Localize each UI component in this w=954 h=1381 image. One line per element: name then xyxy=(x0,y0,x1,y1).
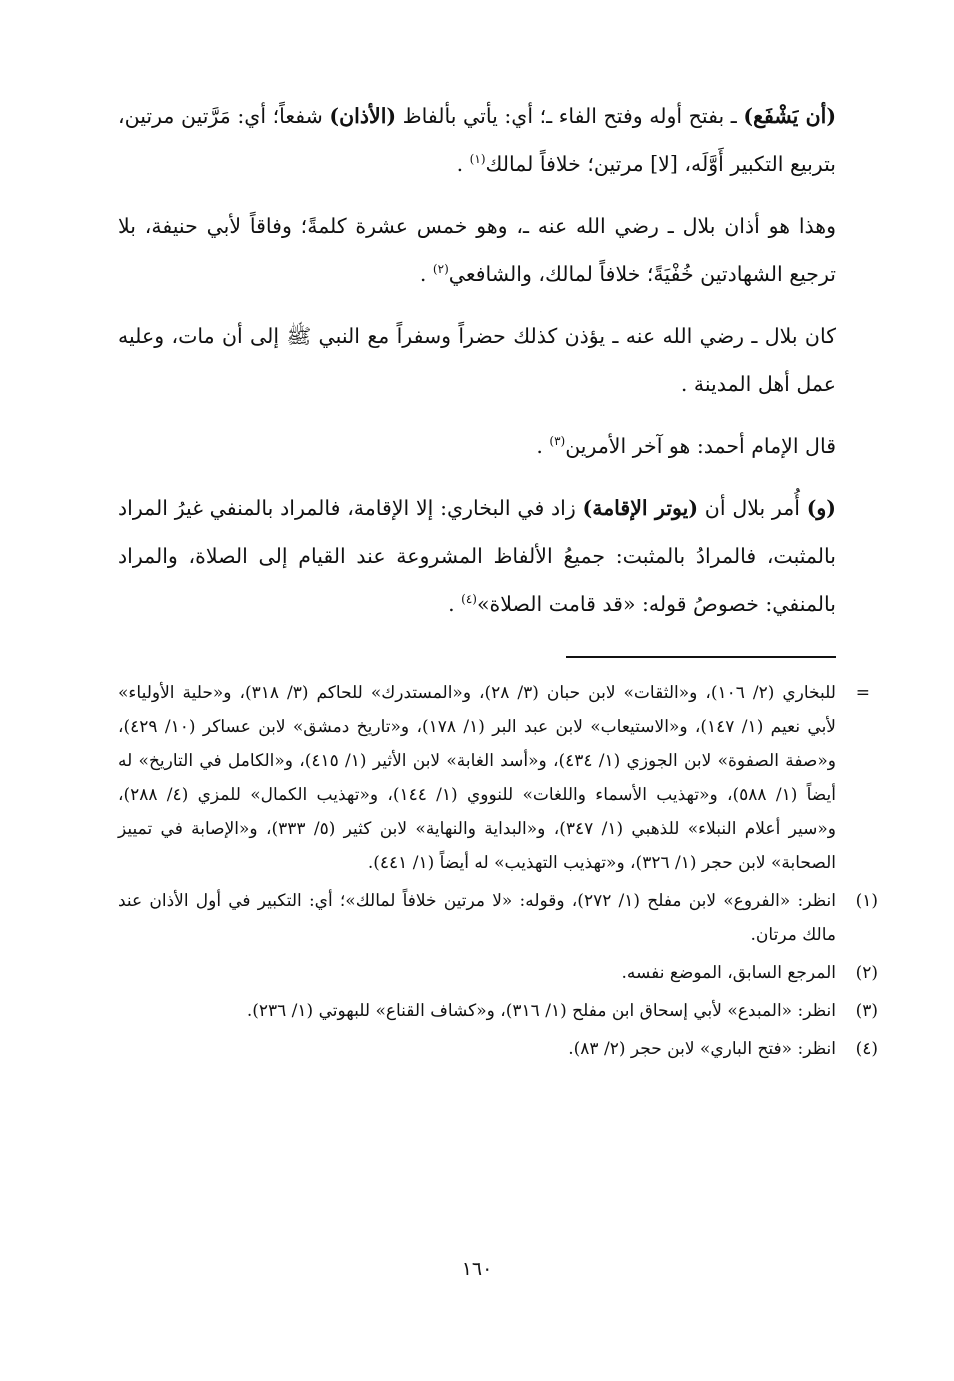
footnotes xyxy=(118,676,878,1066)
paragraph xyxy=(118,312,836,408)
paragraph xyxy=(118,484,836,628)
footnote-list xyxy=(118,884,878,1066)
paragraph-text: زاد في البخاري: إلا الإقامة، فالمراد بالمنفي غيرُ المراد بالمثبت، فالمرادُ بالمثبت: جميعُ الألفاظ المشروعة عند القيام إلى الصلاة، والمراد بالمنفي: خصوصُ قوله: «قد قامت الصلاة» xyxy=(118,496,836,616)
footnote-continuation xyxy=(118,676,870,880)
footnote-ref[interactable]: (٢) xyxy=(432,262,449,277)
paragraph-text: أُمر بلال أن xyxy=(698,496,807,520)
footnote-number: (٤) xyxy=(855,1039,878,1059)
footnote-number: (٣) xyxy=(855,1001,878,1021)
footnote-item xyxy=(118,956,878,990)
bold-term: (أن يَشْفَع) xyxy=(743,104,837,128)
paragraph xyxy=(118,92,836,188)
bold-term: (و) xyxy=(806,496,836,520)
main-text xyxy=(118,92,836,628)
footnote-ref[interactable]: (٣) xyxy=(549,434,566,449)
paragraph-text: كان بلال ـ رضي الله عنه ـ يؤذن كذلك حضراً وسفراً مع النبي ﷺ إلى أن مات، وعليه عمل أهل المدينة . xyxy=(118,324,836,396)
footnote-item xyxy=(118,884,878,952)
paragraph-end: . xyxy=(448,592,462,616)
continuation-marker: = xyxy=(855,683,870,703)
footnote-text: انظر: «فتح الباري» لابن حجر (٢/ ٨٣). xyxy=(568,1039,836,1059)
footnote-separator xyxy=(566,656,836,658)
paragraph-end: . xyxy=(536,434,550,458)
footnote-text: المرجع السابق، الموضع نفسه. xyxy=(621,963,836,983)
bold-term: (يوتر الإقامة) xyxy=(582,496,699,520)
paragraph xyxy=(118,202,836,298)
paragraph-text: قال الإمام أحمد: هو آخر الأمرين xyxy=(565,434,836,458)
paragraph-text: وهذا هو أذان بلال ـ رضي الله عنه ـ، وهو خمس عشرة كلمةً؛ وفاقاً لأبي حنيفة، بلا ترجيع الشهادتين خُفْيَةً؛ خلافاً لمالك، والشافعي xyxy=(118,214,836,286)
paragraph-end: . xyxy=(419,262,433,286)
page-body xyxy=(118,92,878,1066)
footnote-number: (١) xyxy=(855,891,878,911)
bold-term: (الأذان) xyxy=(329,104,397,128)
footnote-ref[interactable]: (١) xyxy=(469,152,486,167)
footnote-text: انظر: «المبدع» لأبي إسحاق ابن مفلح (١/ ٣١٦)، و«كشاف القناع» للبهوتي (١/ ٢٣٦). xyxy=(246,1001,836,1021)
paragraph-end: . xyxy=(456,152,470,176)
footnote-text: انظر: «الفروع» لابن مفلح (١/ ٢٧٢)، وقوله: «لا مرتين خلافاً لمالك»؛ أي: التكبير في أول الأذان عند مالك مرتان. xyxy=(118,891,836,945)
continuation-text: للبخاري (٢/ ١٠٦)، و«الثقات» لابن حبان (٣/ ٢٨)، و«المستدرك» للحاكم (٣/ ٣١٨)، و«حلية الأولياء» لأبي نعيم (١/ ١٤٧)، و«الاستيعاب» لابن عبد البر (١/ ١٧٨)، و«تاريخ دمشق» لابن عساكر (١٠/ ٤٢٩)، و«صفة الصفوة» لابن الجوزي (١/ ٤٣٤)، و«أسد الغابة» لابن الأثير (١/ ٤١٥)، و«الكامل في التاريخ» له أيضاً (١/ ٥٨٨)، و«تهذيب الأسماء واللغات» للنووي (١/ ١٤٤)، و«تهذيب الكمال» للمزي (٤/ ٢٨٨)، و«سير أعلام النبلاء» للذهبي (١/ ٣٤٧)، و«البداية والنهاية» لابن كثير (٥/ ٣٣٣)، و«الإصابة في تمييز الصحابة» لابن حجر (١/ ٣٢٦)، و«تهذيب التهذيب» له أيضاً (١/ ٤٤١). xyxy=(118,683,836,873)
paragraph-text: ـ بفتح أوله وفتح الفاء ـ؛ أي: يأتي بألفاظ xyxy=(396,104,744,128)
footnote-number: (٢) xyxy=(855,963,878,983)
footnote-item xyxy=(118,1032,878,1066)
paragraph xyxy=(118,422,836,470)
paragraph-text: شفعاً؛ أي: مَرَّتين مرتين، بتربيع التكبير أَوَّلَه، [لا] مرتين؛ خلافاً لمالك xyxy=(118,104,836,176)
footnote-ref[interactable]: (٤) xyxy=(461,592,477,607)
footnote-item xyxy=(118,994,878,1028)
page-number: ١٦٠ xyxy=(461,1258,493,1280)
